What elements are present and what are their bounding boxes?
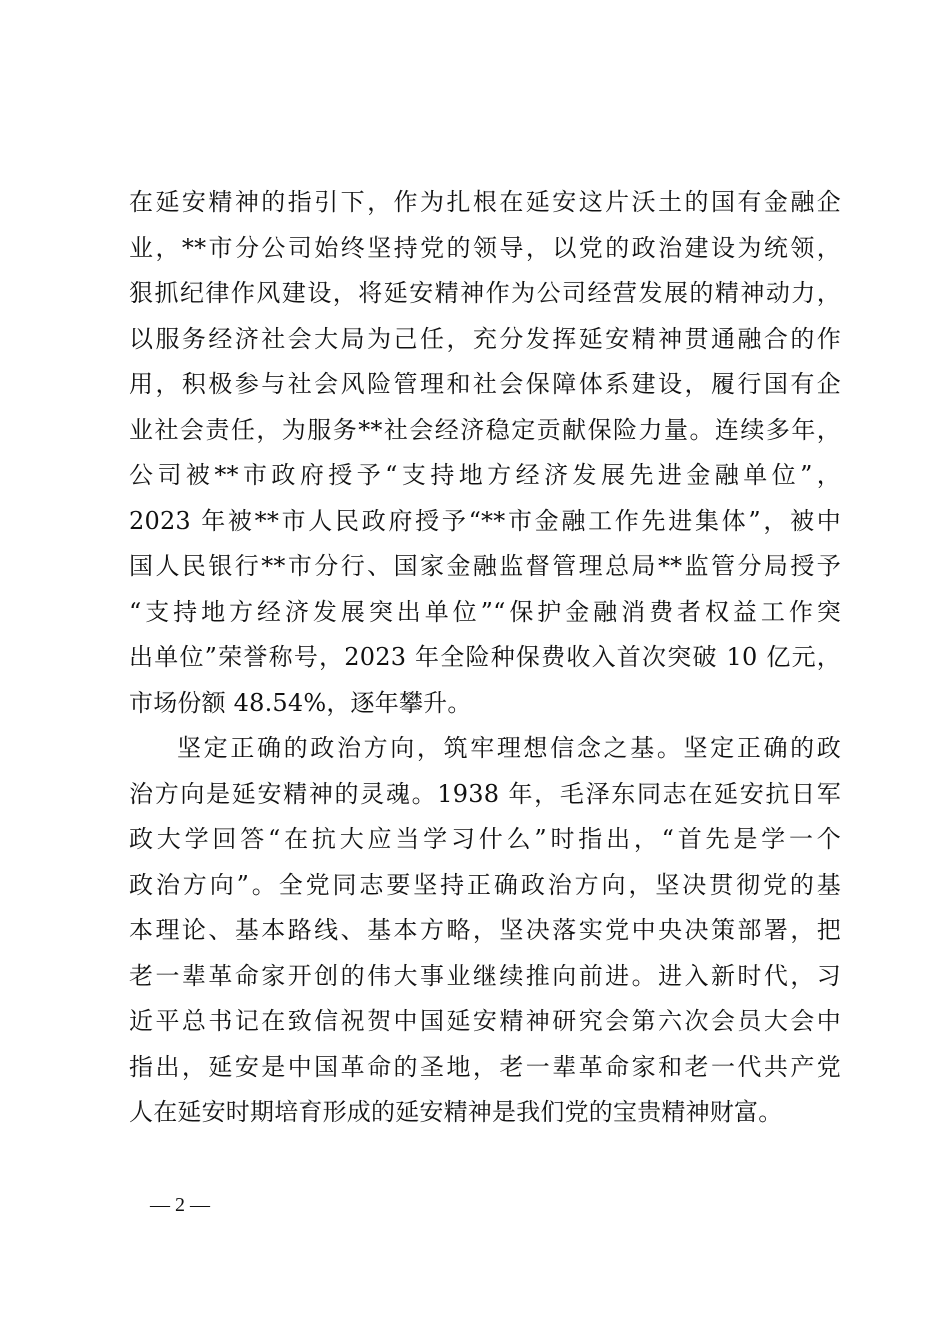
text-line: 国人民银行**市分行、国家金融监督管理总局**监管分局授予	[129, 552, 841, 580]
text-line: 政治方向”。全党同志要坚持正确政治方向，坚决贯彻党的基	[129, 870, 841, 899]
text-line: “支持地方经济发展突出单位”“保护金融消费者权益工作突	[129, 597, 841, 626]
text-line: 出单位”荣誉称号，2023 年全险种保费收入首次突破 10 亿元，	[129, 643, 841, 671]
text-line: 狠抓纪律作风建设，将延安精神作为公司经营发展的精神动力，	[129, 279, 841, 307]
text-line: 老一辈革命家开创的伟大事业继续推向前进。进入新时代，习	[129, 961, 841, 990]
text-line: 市场份额 48.54%，逐年攀升。	[129, 688, 472, 717]
text-line: 用，积极参与社会风险管理和社会保障体系建设，履行国有企	[129, 370, 841, 398]
text-line: 业社会责任，为服务**社会经济稳定贡献保险力量。连续多年，	[129, 415, 841, 444]
page-number: — 2 —	[150, 1194, 210, 1216]
text-line: 公司被**市政府授予“支持地方经济发展先进金融单位”，	[129, 461, 841, 489]
text-line: 近平总书记在致信祝贺中国延安精神研究会第六次会员大会中	[129, 1007, 841, 1035]
paragraph-1	[129, 180, 841, 726]
paragraph-2	[129, 726, 841, 1136]
text-line: 本理论、基本路线、基本方略，坚决落实党中央决策部署，把	[129, 916, 841, 944]
text-line: 治方向是延安精神的灵魂。1938 年，毛泽东同志在延安抗日军	[129, 779, 841, 808]
document-body	[129, 180, 841, 1136]
text-line: 政大学回答“在抗大应当学习什么”时指出，“首先是学一个	[129, 825, 841, 853]
text-line: 业，**市分公司始终坚持党的领导，以党的政治建设为统领，	[129, 233, 841, 262]
text-line: 指出，延安是中国革命的圣地，老一辈革命家和老一代共产党	[129, 1052, 841, 1081]
text-line: 以服务经济社会大局为己任，充分发挥延安精神贯通融合的作	[129, 324, 841, 353]
text-line: 坚定正确的政治方向，筑牢理想信念之基。坚定正确的政	[177, 734, 841, 762]
text-line: 在延安精神的指引下，作为扎根在延安这片沃土的国有金融企	[129, 188, 841, 216]
text-line: 2023 年被**市人民政府授予“**市金融工作先进集体”，被中	[129, 506, 841, 535]
text-line: 人在延安时期培育形成的延安精神是我们党的宝贵精神财富。	[129, 1098, 783, 1126]
